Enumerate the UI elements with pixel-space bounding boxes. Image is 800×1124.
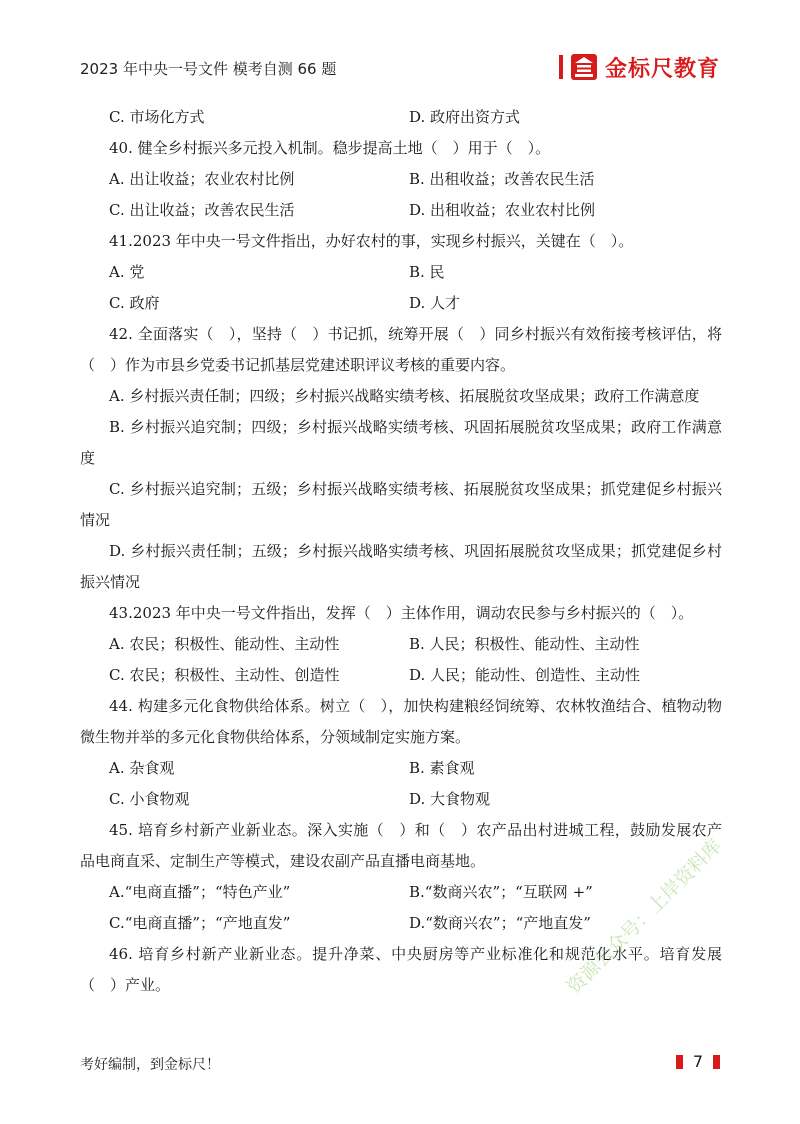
q44-option-b: B. 素食观 <box>409 759 475 777</box>
q43-option-d: D. 人民；能动性、创造性、主动性 <box>409 666 641 684</box>
brand-name: 金标尺教育 <box>604 56 720 82</box>
page-number: 7 <box>692 1052 703 1071</box>
q42-option-c: C. 乡村振兴追究制；五级；乡村振兴战略实绩考核、拓展脱贫攻坚成果；抓党建促乡村振兴情况 <box>80 480 722 529</box>
q45-option-d: D.“数商兴农”；“产地直发” <box>409 914 591 932</box>
q41-options <box>80 257 722 319</box>
q44-options <box>80 753 722 815</box>
watermark-text: 资源公众号：上岸资料库 <box>562 835 727 999</box>
q45-option-a: A.“电商直播”；“特色产业” <box>109 883 291 901</box>
q39-option-c: C. 市场化方式 <box>109 108 205 126</box>
q40-option-c: C. 出让收益；改善农民生活 <box>109 201 295 219</box>
q40-stem: 40. 健全乡村振兴多元投入机制。稳步提高土地（ ）用于（ ）。 <box>109 139 551 157</box>
brand-red-bar <box>559 55 563 79</box>
q44-option-a: A. 杂食观 <box>109 759 175 777</box>
q45-option-b: B.“数商兴农”；“互联网 +” <box>409 883 593 901</box>
q42-option-d: D. 乡村振兴责任制；五级；乡村振兴战略实绩考核、巩固拓展脱贫攻坚成果；抓党建促乡村振兴情况 <box>80 542 722 591</box>
q42-option-b: B. 乡村振兴追究制；四级；乡村振兴战略实绩考核、巩固拓展脱贫攻坚成果；政府工作满意度 <box>80 418 722 467</box>
q40-option-b: B. 出租收益；改善农民生活 <box>409 170 595 188</box>
q45-option-c: C.“电商直播”；“产地直发” <box>109 914 291 932</box>
q42-stem: 42. 全面落实（ ），坚持（ ）书记抓，统筹开展（ ）同乡村振兴有效衔接考核评估，将（ ）作为市县乡党委书记抓基层党建述职评议考核的重要内容。 <box>80 325 722 374</box>
q46-stem: 46. 培育乡村新产业新业态。提升净菜、中央厨房等产业标准化和规范化水平。培育发展（ ）产业。 <box>80 945 722 994</box>
q43-options <box>80 629 722 691</box>
q39-option-d: D. 政府出资方式 <box>409 108 521 126</box>
q44-option-d: D. 大食物观 <box>409 790 491 808</box>
ruler-building-icon <box>571 54 597 80</box>
q43-option-c: C. 农民；积极性、主动性、创造性 <box>109 666 340 684</box>
footer-slogan: 考好编制，到金标尺！ <box>80 1057 220 1073</box>
q43-option-b: B. 人民；积极性、能动性、主动性 <box>409 635 640 653</box>
q44-option-c: C. 小食物观 <box>109 790 190 808</box>
page-marker-left <box>676 1055 683 1069</box>
brand-logo-group <box>559 52 720 82</box>
q44-stem: 44. 构建多元化食物供给体系。树立（ ），加快构建粮经饲统筹、农林牧渔结合、植物动物微生物并举的多元化食物供给体系，分领域制定实施方案。 <box>80 697 722 746</box>
q43-stem: 43.2023 年中央一号文件指出，发挥（ ）主体作用，调动农民参与乡村振兴的（ ）。 <box>109 604 694 622</box>
q42-option-a: A. 乡村振兴责任制；四级；乡村振兴战略实绩考核、拓展脱贫攻坚成果；政府工作满意度 <box>109 387 700 405</box>
q41-option-c: C. 政府 <box>109 294 160 312</box>
q45-stem: 45. 培育乡村新产业新业态。深入实施（ ）和（ ）农产品出村进城工程，鼓励发展农产品电商直采、定制生产等模式，建设农副产品直播电商基地。 <box>80 821 722 870</box>
page-marker-right <box>713 1055 720 1069</box>
question-content <box>80 102 722 1001</box>
q41-option-a: A. 党 <box>109 263 145 281</box>
page-number-group <box>676 1052 720 1071</box>
q40-option-a: A. 出让收益；农业农村比例 <box>109 170 295 188</box>
document-header-title: 2023 年中央一号文件 模考自测 66 题 <box>80 60 337 78</box>
q41-option-b: B. 民 <box>409 263 445 281</box>
q40-options <box>80 164 722 226</box>
q39-options <box>80 102 722 133</box>
q41-option-d: D. 人才 <box>409 294 461 312</box>
q41-stem: 41.2023 年中央一号文件指出，办好农村的事，实现乡村振兴，关键在（ ）。 <box>109 232 634 250</box>
q43-option-a: A. 农民；积极性、能动性、主动性 <box>109 635 340 653</box>
q40-option-d: D. 出租收益；农业农村比例 <box>409 201 596 219</box>
